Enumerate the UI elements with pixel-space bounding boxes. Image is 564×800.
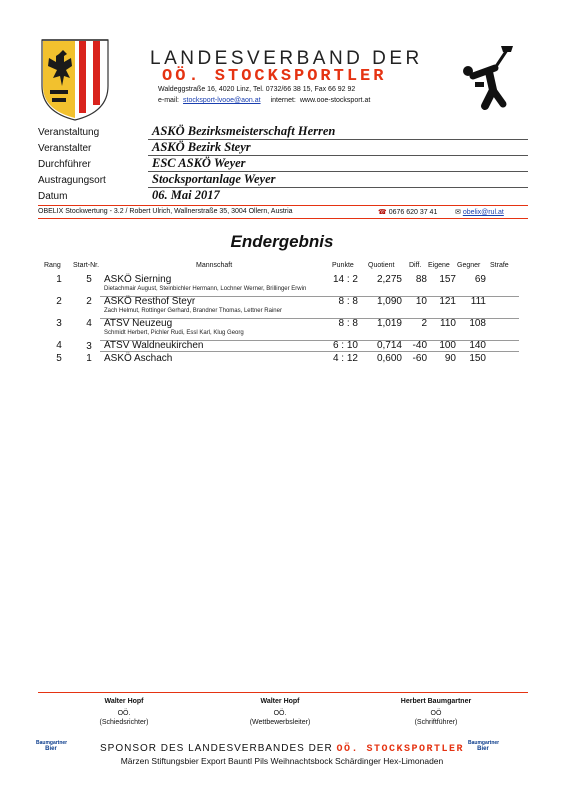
stocksport-player-icon xyxy=(455,38,519,118)
col-quotient: Quotient xyxy=(368,262,395,269)
difference: -60 xyxy=(412,353,427,364)
signature-competition-manager xyxy=(200,698,360,726)
divider xyxy=(38,205,528,206)
own-score: 157 xyxy=(439,274,456,285)
team-name: ATSV Neuzeug xyxy=(104,318,173,329)
signature-org: OÖ xyxy=(430,710,442,717)
opponent-score: 111 xyxy=(470,296,486,307)
contact-email-link[interactable]: obelix@rul.at xyxy=(462,209,504,216)
info-value: ASKÖ Bezirksmeisterschaft Herren xyxy=(152,124,336,138)
own-score: 100 xyxy=(439,340,456,351)
col-penalty: Strafe xyxy=(490,262,509,269)
sponsor-products: Märzen Stiftungsbier Export Bauntl Pils Weihnachtsbock Schärdinger Hex-Limonaden xyxy=(120,756,444,766)
signature-role: (Schriftführer) xyxy=(414,719,458,726)
points: 8 : 8 xyxy=(338,296,358,307)
table-row xyxy=(0,296,564,320)
table-row xyxy=(0,274,564,298)
address-line: Waldeggstraße 16, 4020 Linz, Tel. 0732/66 38 15, Fax 66 92 92 xyxy=(158,86,356,93)
signature-secretary xyxy=(356,698,516,726)
info-row-host xyxy=(38,156,528,172)
signature-referee xyxy=(44,698,204,726)
brewery-logo-left: Baumgartner Bier xyxy=(36,740,68,752)
info-label: Durchführer xyxy=(38,159,91,170)
software-credit: OBELIX Stockwertung - 3.2 / Robert Ulrich, Wallnerstraße 35, 3004 Ollern, Austria xyxy=(38,208,293,215)
rank: 3 xyxy=(56,318,62,329)
own-score: 90 xyxy=(444,353,456,364)
quotient: 0,714 xyxy=(376,340,402,351)
mail-icon: ✉ xyxy=(455,209,461,216)
table-row xyxy=(0,318,564,342)
col-rang: Rang xyxy=(44,262,61,269)
team-players: Dietachmair August, Steinbichler Hermann, Lochner Werner, Brillinger Erwin xyxy=(104,286,307,292)
start-number: 5 xyxy=(86,274,92,285)
coat-of-arms-icon xyxy=(40,38,110,122)
difference: 88 xyxy=(415,274,427,285)
email-link[interactable]: stocksport-lvooe@aon.at xyxy=(183,97,261,104)
opponent-score: 140 xyxy=(469,340,486,351)
signature-org: OÖ. xyxy=(273,710,287,717)
info-row-event xyxy=(38,124,528,140)
rank: 4 xyxy=(56,340,62,351)
info-label: Datum xyxy=(38,191,68,202)
signature-org: OÖ. xyxy=(117,710,131,717)
info-value: Stocksportanlage Weyer xyxy=(152,172,276,186)
team-name: ASKÖ Sierning xyxy=(104,274,172,285)
info-label: Veranstaltung xyxy=(38,127,100,138)
divider xyxy=(38,218,528,219)
col-opp: Gegner xyxy=(457,262,481,269)
start-number: 2 xyxy=(86,296,92,307)
email-label: e-mail: xyxy=(158,97,180,104)
phone-icon: ☎ xyxy=(378,209,387,216)
signature-name: Walter Hopf xyxy=(104,698,144,705)
association-subtitle: OÖ. STOCKSPORTLER xyxy=(162,67,387,86)
brewery-logo-right: Baumgartner Bier xyxy=(468,740,500,752)
points: 6 : 10 xyxy=(332,340,358,351)
contact-line xyxy=(158,97,370,104)
opponent-score: 108 xyxy=(469,318,486,329)
team-name: ASKÖ Aschach xyxy=(104,353,173,364)
signature-role: (Wettbewerbsleiter) xyxy=(249,719,311,726)
info-row-venue xyxy=(38,172,528,188)
quotient: 1,019 xyxy=(376,318,402,329)
signature-name: Herbert Baumgartner xyxy=(400,698,472,705)
col-own: Eigene xyxy=(428,262,450,269)
own-score: 110 xyxy=(440,318,456,329)
team-players: Zach Helmut, Rottinger Gerhard, Brandner Thomas, Lettner Rainer xyxy=(104,308,282,314)
rank: 5 xyxy=(56,353,62,364)
quotient: 2,275 xyxy=(376,274,402,285)
col-diff: Diff. xyxy=(409,262,422,269)
contact-email xyxy=(455,208,504,216)
opponent-score: 69 xyxy=(474,274,486,285)
info-label: Austragungsort xyxy=(38,175,106,186)
info-value: ASKÖ Bezirk Steyr xyxy=(152,140,251,154)
difference: 10 xyxy=(415,296,427,307)
internet-label: internet: xyxy=(270,97,296,104)
start-number: 1 xyxy=(86,353,92,364)
sponsor-line xyxy=(0,743,564,755)
difference: -40 xyxy=(412,340,427,351)
col-start: Start-Nr. xyxy=(73,262,100,269)
points: 8 : 8 xyxy=(338,318,358,329)
team-players: Schmidt Herbert, Pichler Rudi, Essl Karl, Klug Georg xyxy=(104,330,244,336)
points: 4 : 12 xyxy=(332,353,358,364)
sponsor-prefix: SPONSOR DES LANDESVERBANDES DER xyxy=(99,743,337,754)
table-row xyxy=(0,353,564,377)
start-number: 3 xyxy=(86,341,92,352)
info-label: Veranstalter xyxy=(38,143,92,154)
rank: 1 xyxy=(56,274,62,285)
quotient: 1,090 xyxy=(376,296,402,307)
difference: 2 xyxy=(421,318,427,329)
results-heading: Endergebnis xyxy=(230,232,334,251)
association-title: LANDESVERBAND DER xyxy=(150,48,423,69)
col-team: Mannschaft xyxy=(196,262,233,269)
info-row-date xyxy=(38,188,528,204)
opponent-score: 150 xyxy=(469,353,486,364)
signature-role: (Schiedsrichter) xyxy=(99,719,149,726)
team-name: ASKÖ Resthof Steyr xyxy=(104,296,196,307)
own-score: 121 xyxy=(439,296,456,307)
start-number: 4 xyxy=(86,318,92,329)
info-row-organizer xyxy=(38,140,528,156)
phone-number: 0676 620 37 41 xyxy=(388,209,438,216)
team-name: ATSV Waldneukirchen xyxy=(104,340,204,351)
divider xyxy=(38,692,528,693)
website-link[interactable]: www.ooe-stocksport.at xyxy=(299,97,371,104)
info-value: ESC ASKÖ Weyer xyxy=(152,156,246,170)
info-value: 06. Mai 2017 xyxy=(152,188,220,202)
col-points: Punkte xyxy=(332,262,354,269)
contact-phone xyxy=(378,208,437,216)
rank: 2 xyxy=(56,296,62,307)
signature-name: Walter Hopf xyxy=(260,698,300,705)
quotient: 0,600 xyxy=(376,353,402,364)
points: 14 : 2 xyxy=(332,274,358,285)
sponsor-highlight: OÖ. STOCKSPORTLER xyxy=(336,744,465,755)
